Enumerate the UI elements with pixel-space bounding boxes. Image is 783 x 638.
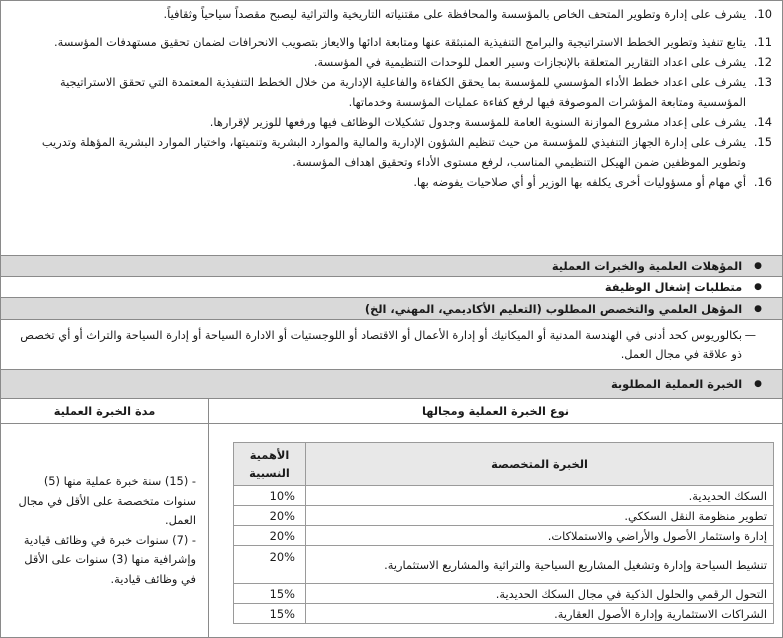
table-row [234, 604, 774, 624]
duty-text: أي مهام أو مسؤوليات أخرى يكلفه بها الوزير أو أي صلاحيات يفوضه بها. [413, 175, 746, 189]
experience-type-header: نوع الخبرة العملية ومجالها [208, 399, 782, 423]
section-title: متطلبات إشغال الوظيفة [604, 280, 743, 294]
experience-weight: 10% [234, 486, 306, 506]
experience-weight: 20% [234, 506, 306, 526]
duration-line: - (15) سنة خبرة عملية منها (5) سنوات متخصصة على الأقل في مجال العمل. [18, 474, 196, 527]
section-title: الخبرة العملية المطلوبة [611, 377, 743, 391]
specialized-experience-table [233, 442, 774, 624]
bullet-icon: ● [754, 379, 762, 389]
requirements-section-header [1, 276, 782, 297]
duty-item [9, 132, 772, 172]
section-title: المؤهلات العلمية والخبرات العملية [551, 259, 743, 273]
experience-label: إدارة واستثمار الأصول والأراضي والاستملاكات. [306, 526, 774, 546]
qualifications-section-header [1, 255, 782, 276]
table-row [234, 506, 774, 526]
experience-label: الشراكات الاستثمارية وإدارة الأصول العقارية. [306, 604, 774, 624]
experience-section-header [1, 369, 782, 398]
dash-marker: — [744, 328, 756, 342]
duty-text: يشرف على اعداد التقارير المتعلقة بالإنجازات وسير العمل للوحدات التنظيمية في المؤسسة. [313, 55, 746, 69]
duty-number: 16. [753, 175, 772, 189]
experience-label: السكك الحديدية. [306, 486, 774, 506]
degree-text: بكالوريوس كحد أدنى في الهندسة المدنية أو الميكانيك أو إدارة الأعمال أو الاقتصاد أو اللوجستيات أو الادارة السياحة أو إدارة السياحة والتراث أو أي تخصص ذو علاقة في مجال العمل. [20, 328, 742, 361]
bullet-icon: ● [754, 261, 762, 271]
duty-number: 15. [753, 135, 772, 149]
duty-item [9, 4, 772, 24]
duty-number: 13. [753, 75, 772, 89]
education-section-header [1, 297, 782, 319]
duties-list [1, 1, 782, 255]
duty-text: يتابع تنفيذ وتطوير الخطط الاستراتيجية والبرامج التنفيذية المنبثقة عنها ومتابعة ادائها والايعاز بتصويب الانحرافات لضمان تحقيق مستهدفات المؤسسة. [53, 35, 746, 49]
duty-item [9, 172, 772, 192]
duration-line: - (7) سنوات خبرة في وظائف قيادية وإشرافية منها (3) سنوات على الأقل في وظائف قيادية. [23, 532, 196, 586]
duty-text: يشرف على إدارة وتطوير المتحف الخاص بالمؤسسة والمحافظة على مقتنياته التاريخية والتراثية ليصبح مقصداً سياحياً وثقافياً. [163, 7, 746, 21]
duty-text: يشرف على إدارة الجهاز التنفيذي للمؤسسة من حيث تنظيم الشؤون الإدارية والمالية والموارد البشرية وتنميتها، واختيار الموارد البشرية المؤهلة وتدريب وتطوير الموظفين ضمن الهيكل التنظيمي المناسب، لرفع مستوى الأداء وتحقيق اهداف المؤسسة. [41, 135, 746, 169]
experience-weight: 15% [234, 584, 306, 604]
duty-item [9, 72, 772, 112]
experience-weight: 15% [234, 604, 306, 624]
duty-text: يشرف على اعداد خطط الأداء المؤسسي للمؤسسة بما يحقق الكفاءة والفاعلية الإدارية من خلال الخطط التنفيذية المعتمدة التي تحقق الاستراتيجية المؤسسية ومتابعة المؤشرات الموصوفة فيها لرفع كفاءة عمليات المؤسسة وخدماتها. [59, 75, 746, 109]
table-row [234, 526, 774, 546]
weight-header: الأهمية النسبية [234, 443, 306, 486]
table-row [234, 584, 774, 604]
experience-label: تطوير منظومة النقل السككي. [306, 506, 774, 526]
specialized-header: الخبرة المتخصصة [306, 443, 774, 486]
duty-number: 14. [753, 115, 772, 129]
duty-item [9, 32, 772, 52]
bullet-icon: ● [754, 282, 762, 292]
experience-weight: 20% [234, 526, 306, 546]
duty-item [9, 52, 772, 72]
experience-duration-header: مدة الخبرة العملية [53, 404, 156, 418]
experience-weight: 20% [234, 546, 306, 584]
experience-duration-cell [1, 424, 208, 637]
duty-item [9, 112, 772, 132]
experience-type-cell [208, 424, 782, 637]
duty-number: 11. [753, 35, 772, 49]
table-row [234, 546, 774, 584]
duty-text: يشرف على إعداد مشروع الموازنة السنوية العامة للمؤسسة وجدول تشكيلات الوظائف فيها ورفعها للوزير لإقرارها. [209, 115, 746, 129]
table-row [234, 486, 774, 506]
experience-label: تنشيط السياحة وإدارة وتشغيل المشاريع السياحية والتراثية والمشاريع الاستثمارية. [306, 546, 774, 584]
section-title: المؤهل العلمي والتخصص المطلوب (التعليم الأكاديمي، المهني، الخ) [364, 301, 743, 316]
experience-label: التحول الرقمي والحلول الذكية في مجال السكك الحديدية. [306, 584, 774, 604]
experience-table-body [1, 424, 782, 637]
duty-number: 10. [753, 7, 772, 21]
duty-number: 12. [753, 55, 772, 69]
bullet-icon: ● [754, 303, 762, 314]
degree-requirement [1, 319, 782, 369]
experience-table-header [1, 398, 782, 424]
